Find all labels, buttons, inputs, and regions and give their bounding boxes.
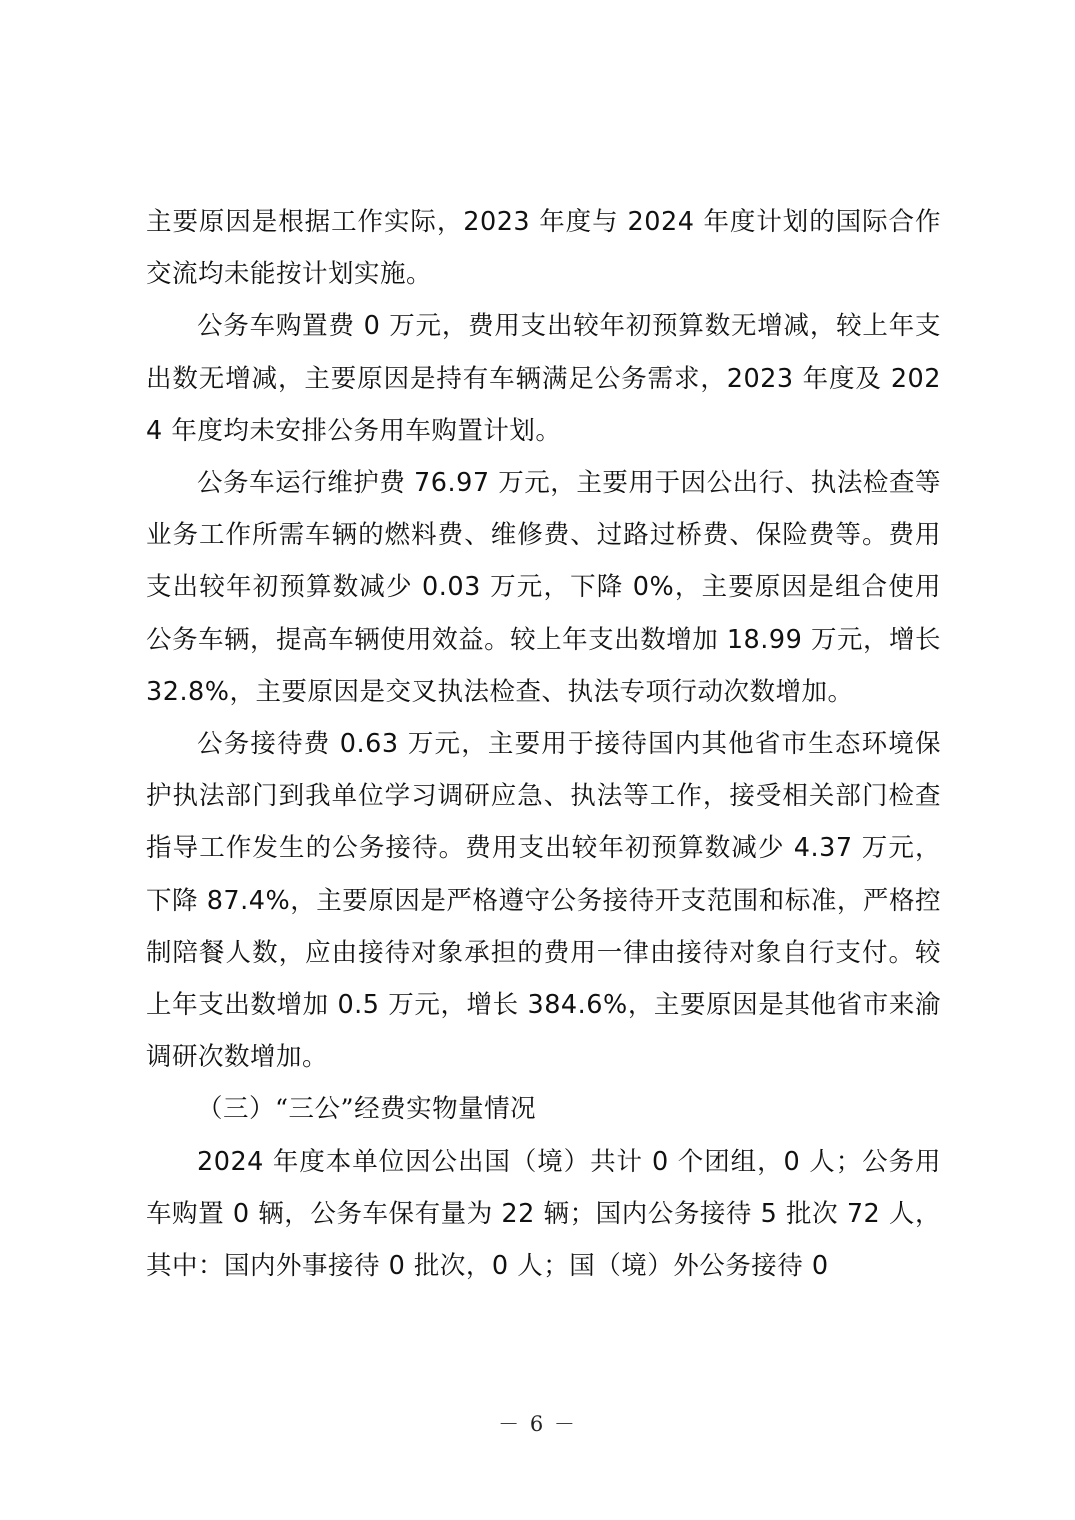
page-number: － 6 － <box>498 1412 577 1436</box>
section-heading: （三）“三公”经费实物量情况 <box>197 1094 537 1125</box>
document-body <box>146 196 941 1292</box>
paragraph-vehicle-purchase: 公务车购置费 0 万元，费用支出较年初预算数无增减，较上年支出数无增减，主要原因是持有车辆满足公务需求，2023 年度及 2024 年度均未安排公务用车购置计划。 <box>146 311 941 446</box>
paragraph-reception: 公务接待费 0.63 万元，主要用于接待国内其他省市生态环境保护执法部门到我单位学习调研应急、执法等工作，接受相关部门检查指导工作发生的公务接待。费用支出较年初预算数减少 4.37 万元，下降 87.4%，主要原因是严格遵守公务接待开支范围和标准，严格控制陪餐人数，应由接待对象承担的费用一律由接待对象自行支付。较上年支出数增加 0.5 万元，增长 384.6%，主要原因是其他省市来渝调研次数增加。 <box>146 729 941 1073</box>
paragraph-vehicle-maintenance: 公务车运行维护费 76.97 万元，主要用于因公出行、执法检查等业务工作所需车辆的燃料费、维修费、过路过桥费、保险费等。费用支出较年初预算数减少 0.03 万元，下降 0%，主要原因是组合使用公务车辆，提高车辆使用效益。较上年支出数增加 18.99 万元，增长 32.8%，主要原因是交叉执法检查、执法专项行动次数增加。 <box>146 468 941 707</box>
paragraph-quantities: 2024 年度本单位因公出国（境）共计 0 个团组，0 人；公务用车购置 0 辆，公务车保有量为 22 辆；国内公务接待 5 批次 72 人，其中：国内外事接待 0 批次，0 人；国（境）外公务接待 0 <box>146 1146 941 1282</box>
paragraph-continuation: 主要原因是根据工作实际，2023 年度与 2024 年度计划的国际合作交流均未能按计划实施。 <box>146 207 941 290</box>
